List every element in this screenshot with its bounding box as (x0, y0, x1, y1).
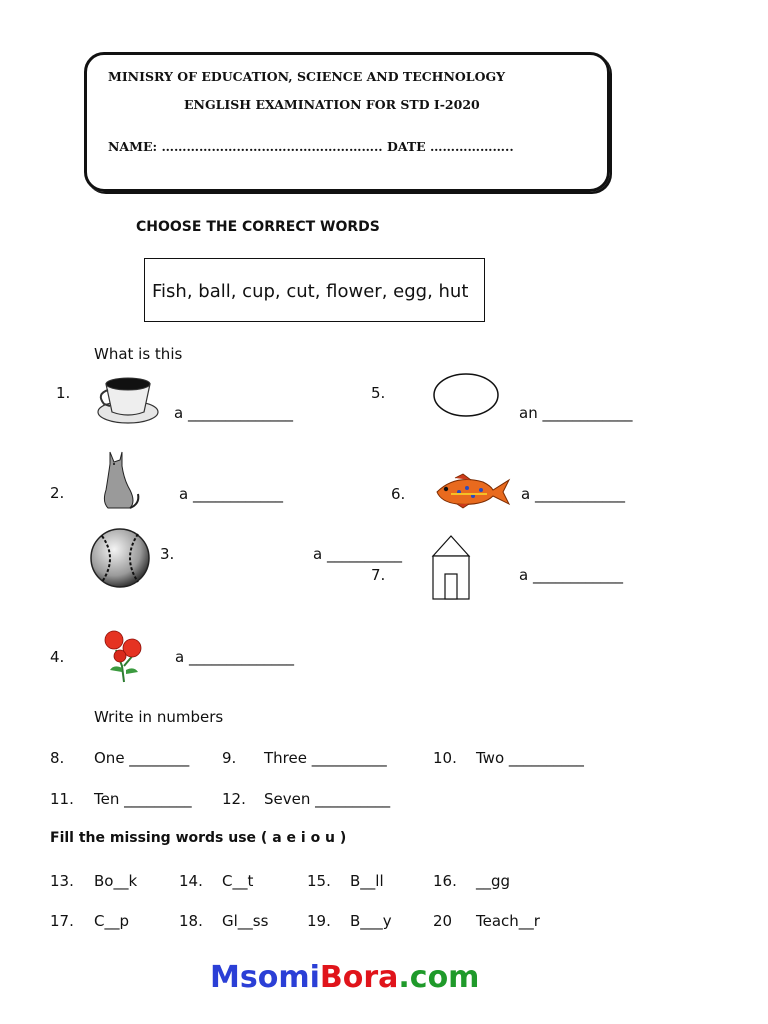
item-number: 20 (433, 912, 453, 930)
prompt-write-in-numbers: Write in numbers (94, 708, 224, 726)
answer-line[interactable]: a ______________ (175, 648, 294, 666)
missing-letter-item[interactable]: Teach__r (476, 912, 540, 930)
msomibora-logo[interactable] (210, 960, 479, 995)
item-number: 1. (56, 384, 71, 402)
number-word-item[interactable]: Two __________ (476, 749, 584, 767)
item-number: 6. (391, 485, 406, 503)
answer-line[interactable]: a ____________ (519, 566, 623, 584)
answer-line[interactable]: a ____________ (179, 485, 283, 503)
item-number: 11. (50, 790, 74, 808)
missing-letter-item[interactable]: C__p (94, 912, 129, 930)
missing-letter-item[interactable]: B___y (350, 912, 392, 930)
item-number: 5. (371, 384, 386, 402)
section-title-fill-missing: Fill the missing words use ( a e i o u ) (50, 830, 347, 846)
word-bank: Fish, ball, cup, cut, flower, egg, hut (152, 281, 469, 302)
item-number: 4. (50, 648, 65, 666)
answer-line[interactable]: an ____________ (519, 404, 633, 422)
missing-letter-item[interactable]: Bo__k (94, 872, 138, 890)
answer-line[interactable]: a ____________ (521, 485, 625, 503)
number-word-item[interactable]: Ten _________ (94, 790, 192, 808)
missing-letter-item[interactable]: C__t (222, 872, 254, 890)
item-number: 15. (307, 872, 331, 890)
item-number: 8. (50, 749, 65, 767)
missing-letter-item[interactable]: __gg (476, 872, 511, 890)
number-word-item[interactable]: Three __________ (264, 749, 387, 767)
item-number: 2. (50, 484, 65, 502)
item-number: 9. (222, 749, 237, 767)
egg-icon (431, 372, 501, 420)
item-number: 17. (50, 912, 74, 930)
logo-part-msomi: Msomi (210, 960, 320, 995)
answer-line[interactable]: a ______________ (174, 404, 293, 422)
missing-letter-item[interactable]: B__ll (350, 872, 384, 890)
missing-letter-item[interactable]: Gl__ss (222, 912, 269, 930)
baseball-icon (88, 526, 152, 590)
item-number: 13. (50, 872, 74, 890)
item-number: 12. (222, 790, 246, 808)
logo-part-com: .com (398, 960, 480, 995)
item-number: 10. (433, 749, 457, 767)
item-number: 7. (371, 566, 386, 584)
answer-line[interactable]: a __________ (313, 545, 402, 563)
item-number: 3. (160, 545, 175, 563)
prompt-what-is-this: What is this (94, 345, 183, 363)
number-word-item[interactable]: Seven __________ (264, 790, 391, 808)
flower-icon (96, 626, 152, 684)
name-date-line: NAME: …………………………………………….. DATE ……………….. (108, 139, 514, 154)
number-word-item[interactable]: One ________ (94, 749, 190, 767)
cup-icon (96, 374, 162, 426)
ministry-title: MINISRY OF EDUCATION, SCIENCE AND TECHNOLOGY (108, 69, 506, 84)
item-number: 16. (433, 872, 457, 890)
logo-part-bora: Bora (319, 960, 399, 995)
item-number: 18. (179, 912, 203, 930)
section-title-choose: CHOOSE THE CORRECT WORDS (136, 219, 380, 235)
cat-icon (100, 450, 142, 512)
item-number: 14. (179, 872, 203, 890)
exam-title: ENGLISH EXAMINATION FOR STD I-2020 (184, 97, 480, 112)
item-number: 19. (307, 912, 331, 930)
fish-icon (433, 472, 511, 510)
hut-icon (431, 534, 473, 602)
